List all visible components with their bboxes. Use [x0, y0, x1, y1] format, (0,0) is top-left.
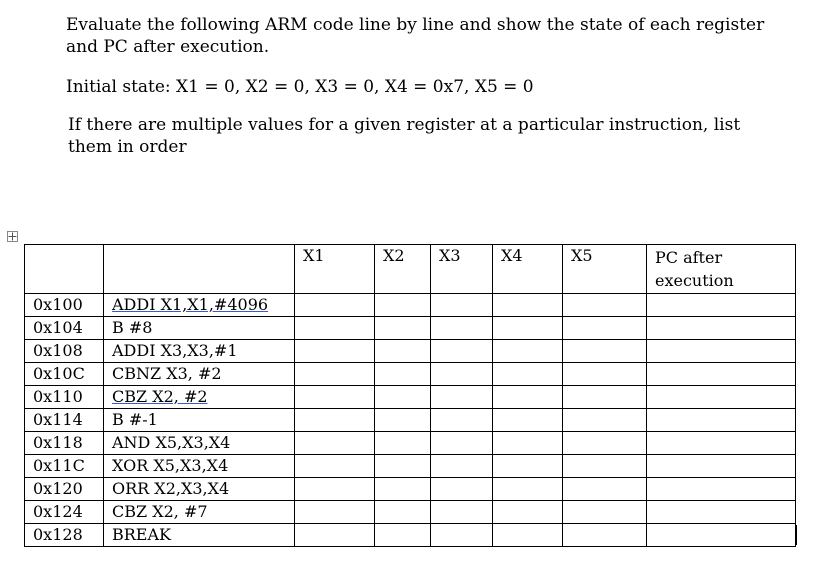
header-cell-code: [104, 245, 295, 294]
table-row: [25, 363, 796, 386]
x3-value-cell[interactable]: [431, 363, 493, 386]
instruction-cell[interactable]: B #-1: [104, 409, 295, 432]
address-cell[interactable]: 0x120: [25, 478, 104, 501]
instruction-cell[interactable]: AND X5,X3,X4: [104, 432, 295, 455]
x5-value-cell[interactable]: [563, 317, 647, 340]
instruction-paragraph-1: Evaluate the following ARM code line by line and show the state of each register and PC after execution.: [66, 15, 765, 57]
x2-value-cell[interactable]: [375, 432, 431, 455]
table-row: [25, 501, 796, 524]
x2-value-cell[interactable]: [375, 317, 431, 340]
table-row: [25, 340, 796, 363]
pc-after-value-cell[interactable]: [647, 524, 796, 547]
x3-value-cell[interactable]: [431, 455, 493, 478]
x4-value-cell[interactable]: [493, 363, 563, 386]
x2-value-cell[interactable]: [375, 478, 431, 501]
address-cell[interactable]: 0x110: [25, 386, 104, 409]
header-cell-x4: X4: [493, 245, 563, 294]
x5-value-cell[interactable]: [563, 340, 647, 363]
x4-value-cell[interactable]: [493, 501, 563, 524]
header-cell-x1: X1: [295, 245, 375, 294]
x2-value-cell[interactable]: [375, 524, 431, 547]
table-row: [25, 432, 796, 455]
x4-value-cell[interactable]: [493, 409, 563, 432]
x4-value-cell[interactable]: [493, 294, 563, 317]
address-cell[interactable]: 0x100: [25, 294, 104, 317]
x5-value-cell[interactable]: [563, 455, 647, 478]
x2-value-cell[interactable]: [375, 501, 431, 524]
table-row: [25, 317, 796, 340]
instruction-cell[interactable]: B #8: [104, 317, 295, 340]
register-state-table: [24, 244, 796, 547]
text-cursor: [795, 525, 797, 545]
pc-after-value-cell[interactable]: [647, 340, 796, 363]
x3-value-cell[interactable]: [431, 501, 493, 524]
address-cell[interactable]: 0x114: [25, 409, 104, 432]
x3-value-cell[interactable]: [431, 386, 493, 409]
instruction-paragraph-3: If there are multiple values for a given register at a particular instruction, list them in order: [68, 115, 741, 157]
instruction-cell[interactable]: ADDI X3,X3,#1: [104, 340, 295, 363]
pc-after-value-cell[interactable]: [647, 409, 796, 432]
x3-value-cell[interactable]: [431, 340, 493, 363]
x1-value-cell[interactable]: [295, 386, 375, 409]
header-cell-x3: X3: [431, 245, 493, 294]
pc-after-value-cell[interactable]: [647, 432, 796, 455]
header-cell-x5: X5: [563, 245, 647, 294]
x2-value-cell[interactable]: [375, 340, 431, 363]
address-cell[interactable]: 0x11C: [25, 455, 104, 478]
x3-value-cell[interactable]: [431, 524, 493, 547]
instruction-cell[interactable]: CBZ X2, #7: [104, 501, 295, 524]
table-row: [25, 386, 796, 409]
x4-value-cell[interactable]: [493, 317, 563, 340]
instruction-cell[interactable]: XOR X5,X3,X4: [104, 455, 295, 478]
x5-value-cell[interactable]: [563, 501, 647, 524]
x1-value-cell[interactable]: [295, 317, 375, 340]
pc-after-value-cell[interactable]: [647, 501, 796, 524]
x2-value-cell[interactable]: [375, 409, 431, 432]
x4-value-cell[interactable]: [493, 524, 563, 547]
pc-after-value-cell[interactable]: [647, 478, 796, 501]
pc-after-value-cell[interactable]: [647, 386, 796, 409]
address-cell[interactable]: 0x10C: [25, 363, 104, 386]
x5-value-cell[interactable]: [563, 363, 647, 386]
x2-value-cell[interactable]: [375, 363, 431, 386]
pc-after-value-cell[interactable]: [647, 294, 796, 317]
x5-value-cell[interactable]: [563, 386, 647, 409]
address-cell[interactable]: 0x128: [25, 524, 104, 547]
header-cell-address: [25, 245, 104, 294]
x1-value-cell[interactable]: [295, 501, 375, 524]
move-cross-icon[interactable]: [7, 231, 18, 242]
x1-value-cell[interactable]: [295, 478, 375, 501]
x1-value-cell[interactable]: [295, 363, 375, 386]
x2-value-cell[interactable]: [375, 386, 431, 409]
instruction-cell[interactable]: CBZ X2, #2: [104, 386, 295, 409]
instruction-cell[interactable]: ADDI X1,X1,#4096: [104, 294, 295, 317]
address-cell[interactable]: 0x118: [25, 432, 104, 455]
x1-value-cell[interactable]: [295, 455, 375, 478]
table-row: [25, 294, 796, 317]
x4-value-cell[interactable]: [493, 432, 563, 455]
x5-value-cell[interactable]: [563, 478, 647, 501]
x1-value-cell[interactable]: [295, 294, 375, 317]
table-row: [25, 478, 796, 501]
x5-value-cell[interactable]: [563, 294, 647, 317]
address-cell[interactable]: 0x104: [25, 317, 104, 340]
x1-value-cell[interactable]: [295, 409, 375, 432]
x3-value-cell[interactable]: [431, 317, 493, 340]
instruction-cell[interactable]: ORR X2,X3,X4: [104, 478, 295, 501]
address-cell[interactable]: 0x124: [25, 501, 104, 524]
table-row: [25, 409, 796, 432]
pc-after-value-cell[interactable]: [647, 363, 796, 386]
table-row: [25, 455, 796, 478]
x3-value-cell[interactable]: [431, 294, 493, 317]
x4-value-cell[interactable]: [493, 478, 563, 501]
instruction-cell[interactable]: BREAK: [104, 524, 295, 547]
x3-value-cell[interactable]: [431, 432, 493, 455]
x5-value-cell[interactable]: [563, 409, 647, 432]
pc-after-value-cell[interactable]: [647, 317, 796, 340]
x1-value-cell[interactable]: [295, 340, 375, 363]
table-header-row: [25, 245, 796, 294]
table-row: [25, 524, 796, 547]
x5-value-cell[interactable]: [563, 524, 647, 547]
x4-value-cell[interactable]: [493, 455, 563, 478]
x3-value-cell[interactable]: [431, 478, 493, 501]
x1-value-cell[interactable]: [295, 524, 375, 547]
initial-state-paragraph: Initial state: X1 = 0, X2 = 0, X3 = 0, X4 = 0x7, X5 = 0: [66, 77, 534, 97]
x4-value-cell[interactable]: [493, 386, 563, 409]
header-cell-x2: X2: [375, 245, 431, 294]
header-cell-pc-after: PC after execution: [647, 245, 796, 294]
pc-after-value-cell[interactable]: [647, 455, 796, 478]
address-cell[interactable]: 0x108: [25, 340, 104, 363]
x3-value-cell[interactable]: [431, 409, 493, 432]
x2-value-cell[interactable]: [375, 294, 431, 317]
x4-value-cell[interactable]: [493, 340, 563, 363]
x5-value-cell[interactable]: [563, 432, 647, 455]
instruction-cell[interactable]: CBNZ X3, #2: [104, 363, 295, 386]
x2-value-cell[interactable]: [375, 455, 431, 478]
x1-value-cell[interactable]: [295, 432, 375, 455]
